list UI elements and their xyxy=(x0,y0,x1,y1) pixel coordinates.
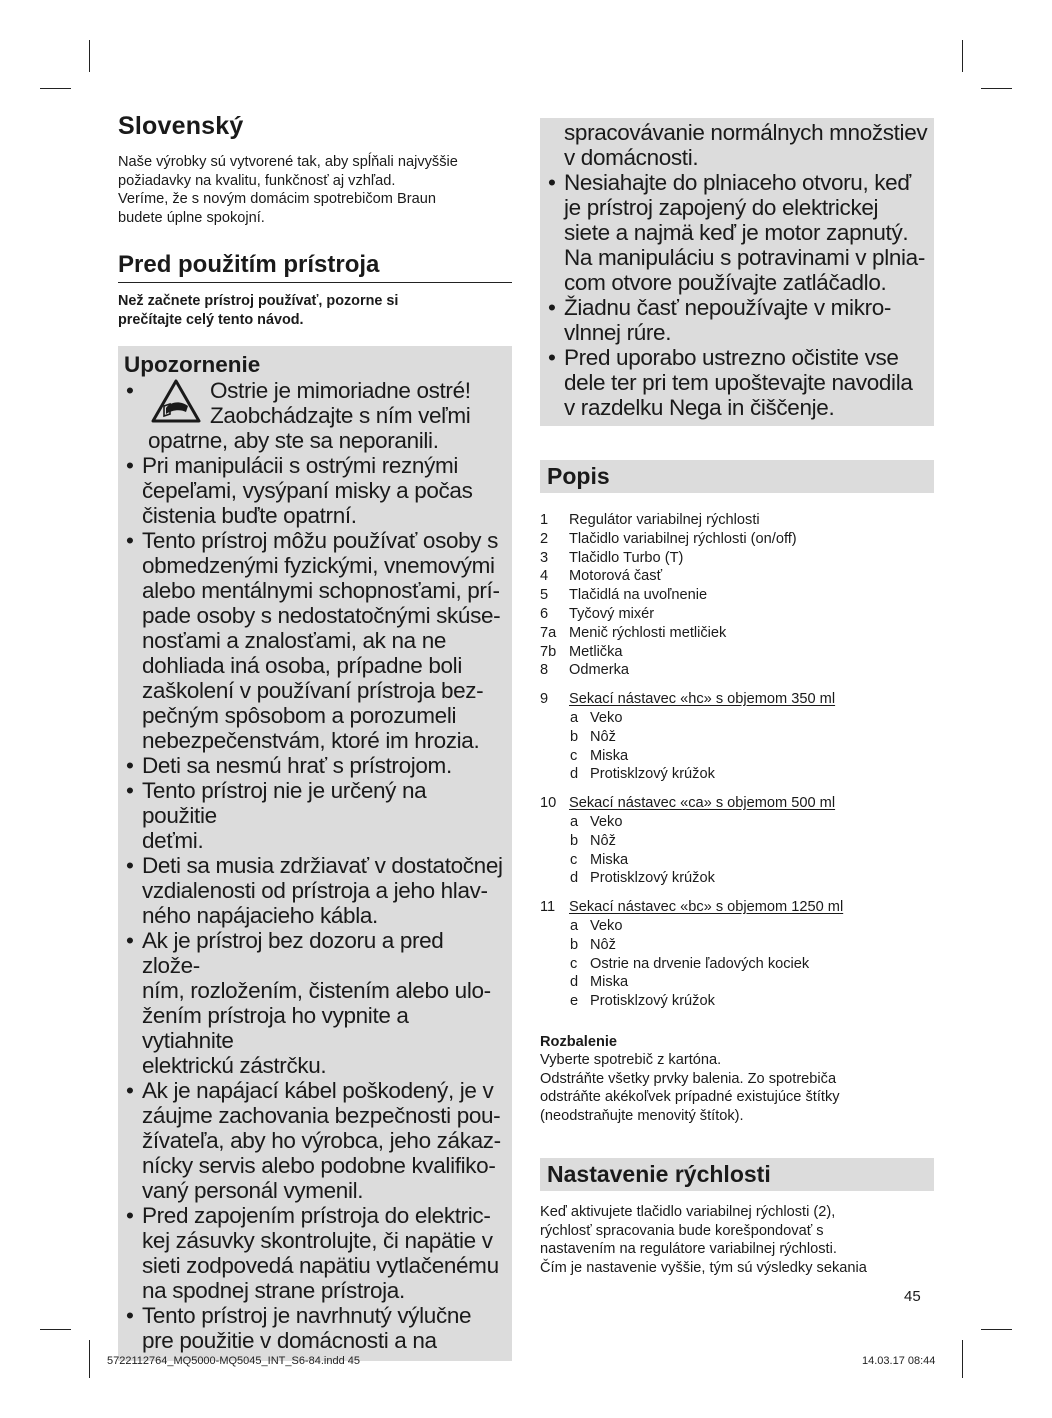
warning-bullet xyxy=(546,295,928,345)
warning-bullet-sharp xyxy=(124,378,506,453)
part-number: 10 xyxy=(540,795,557,812)
attachment-subitem xyxy=(540,765,934,784)
attachment-group xyxy=(540,898,934,917)
bullet-line: čistenia buďte opatrní. xyxy=(142,503,357,528)
warning-bullet xyxy=(546,345,928,420)
part-label: Odmerka xyxy=(569,662,630,679)
unpacking-section xyxy=(540,1033,934,1126)
page-number: 45 xyxy=(904,1288,921,1305)
crop-mark xyxy=(962,40,963,72)
subitem-label: Ostrie na drvenie ľadových kociek xyxy=(590,955,810,972)
bullet-line: Ak je napájací kábel poškodený, je v xyxy=(142,1078,494,1103)
bullet-line: nícky servis alebo podobne kvalifiko- xyxy=(142,1153,496,1178)
part-label: Tlačidlá na uvoľnenie xyxy=(569,587,708,604)
part-number: 5 xyxy=(540,587,549,604)
subitem-letter: e xyxy=(570,993,579,1010)
part-item xyxy=(540,605,934,624)
bullet-line: pade osoby s nedostatočnými skúse- xyxy=(142,603,501,628)
bullet-dot: • xyxy=(126,753,134,778)
note-line: prečítajte celý tento návod. xyxy=(118,312,304,328)
speed-line: Keď aktivujete tlačidlo variabilnej rýchlosti (2), xyxy=(540,1204,836,1221)
attachment-subitem xyxy=(540,709,934,728)
footer-date: 14.03.17 08:44 xyxy=(862,1355,936,1367)
crop-mark xyxy=(40,88,71,89)
part-item xyxy=(540,643,934,662)
attachment-subitem xyxy=(540,728,934,747)
footer-file: 5722112764_MQ5000-MQ5045_INT_S6-84.indd 45 xyxy=(107,1355,360,1367)
speed-line: nastavením na regulátore variabilnej rýchlosti. xyxy=(540,1241,837,1258)
part-item xyxy=(540,549,934,568)
speed-heading: Nastavenie rýchlosti xyxy=(540,1158,934,1191)
subitem-letter: d xyxy=(570,974,579,991)
warning-bullet xyxy=(124,1078,506,1203)
part-number: 7b xyxy=(540,643,557,660)
warning-line-text: Ostrie je mimoriadne ostré! xyxy=(210,378,471,403)
bullet-line: Deti sa musia zdržiavať v dostatočnej xyxy=(142,853,503,878)
subitem-letter: d xyxy=(570,766,579,783)
subitem-label: Protisklzový krúžok xyxy=(590,870,715,887)
bullet-line: com otvore používajte zatláčadlo. xyxy=(564,270,887,295)
continuation-line: spracovávanie normálnych množstiev xyxy=(564,120,928,145)
subitem-letter: b xyxy=(570,832,579,849)
attachment-subitem xyxy=(540,851,934,870)
bullet-line: deťmi. xyxy=(142,828,204,853)
warning-line xyxy=(124,378,506,428)
bullet-line: vzdialenosti od prístroja a jeho hlav- xyxy=(142,878,488,903)
left-column xyxy=(118,112,512,1361)
bullet-dot: • xyxy=(126,378,134,403)
part-label: Regulátor variabilnej rýchlosti xyxy=(569,512,760,528)
crop-mark xyxy=(40,1329,71,1330)
bullet-dot: • xyxy=(548,295,556,320)
part-label: Tyčový mixér xyxy=(569,605,655,622)
bullet-line: Ak je prístroj bez dozoru a pred zlože- xyxy=(142,928,444,978)
warning-box-continued xyxy=(540,118,934,426)
bullet-line: elektrickú zástrčku. xyxy=(142,1053,327,1078)
part-number: 4 xyxy=(540,568,549,585)
warning-bullet xyxy=(124,1303,506,1353)
intro-line: Naše výrobky sú vytvorené tak, aby spĺňali najvyššie xyxy=(118,154,458,170)
blade-warning-icon xyxy=(150,378,202,424)
bullet-dot: • xyxy=(126,1078,134,1103)
continuation-line: v domácnosti. xyxy=(564,145,699,170)
part-label: Menič rýchlosti metličiek xyxy=(569,624,727,641)
part-number: 8 xyxy=(540,662,549,679)
subitem-label: Nôž xyxy=(590,936,616,953)
part-label: Motorová časť xyxy=(569,568,663,585)
attachment-title: Sekací nástavec «ca» s objemom 500 ml xyxy=(569,795,836,812)
bullet-line: obmedzenými fyzickými, vnemovými xyxy=(142,553,495,578)
intro-line: Veríme, že s novým domácim spotrebičom Braun xyxy=(118,191,436,207)
read-manual-note xyxy=(118,292,512,330)
bullet-dot: • xyxy=(126,528,134,553)
subitem-label: Veko xyxy=(590,917,623,934)
intro-line: požiadavky na kvalitu, funkčnosť aj vzhľad. xyxy=(118,172,396,189)
bullet-line: pečným spôsobom a porozumeli xyxy=(142,703,457,728)
subitem-label: Miska xyxy=(590,851,629,868)
subitem-letter: a xyxy=(570,917,579,934)
attachment-group xyxy=(540,690,934,709)
part-number: 3 xyxy=(540,549,549,566)
unpacking-line: Vyberte spotrebič z kartóna. xyxy=(540,1052,722,1069)
warning-bullet xyxy=(124,1203,506,1303)
bullet-line: nebezpečenstvám, ktoré im hrozia. xyxy=(142,728,480,753)
bullet-line: vaný personál vymenil. xyxy=(142,1178,364,1203)
crop-mark xyxy=(89,40,90,72)
part-number: 9 xyxy=(540,691,549,708)
bullet-line: žením prístroja ho vypnite a vytiahnite xyxy=(142,1003,409,1053)
bullet-line: sieti zodpovedá napätiu vytlačenému xyxy=(142,1253,499,1278)
bullet-line: dele ter pri tem upoštevajte navodila xyxy=(564,370,913,395)
subitem-letter: a xyxy=(570,813,579,830)
subitem-letter: b xyxy=(570,936,579,953)
intro-paragraph xyxy=(118,153,512,227)
warning-bullet-list xyxy=(124,453,506,1353)
bullet-line: zaškolení v používaní prístroja bez- xyxy=(142,678,484,703)
subitem-label: Veko xyxy=(590,813,623,830)
subitem-letter: a xyxy=(570,709,579,726)
description-heading: Popis xyxy=(540,460,934,493)
language-heading: Slovenský xyxy=(118,112,244,140)
bullet-line: Tento prístroj môžu používať osoby s xyxy=(142,528,499,553)
warning-bullet-list-right xyxy=(546,170,928,420)
part-number: 11 xyxy=(540,899,556,916)
intro-line: budete úplne spokojní. xyxy=(118,209,265,226)
attachment-subitem xyxy=(540,992,934,1011)
bullet-line: na spodnej strane prístroja. xyxy=(142,1278,405,1303)
parts-list xyxy=(540,511,934,1011)
subitem-label: Nôž xyxy=(590,832,616,849)
attachment-subitem xyxy=(540,936,934,955)
bullet-line: alebo mentálnymi schopnosťami, prí- xyxy=(142,578,500,603)
attachment-subitem xyxy=(540,747,934,766)
subitem-letter: b xyxy=(570,728,579,745)
bullet-line: čepeľami, vysýpaní misky a počas xyxy=(142,478,473,503)
bullet-line: Pred zapojením prístroja do elektric- xyxy=(142,1203,491,1228)
subitem-letter: d xyxy=(570,870,579,887)
bullet-line: kej zásuvky skontrolujte, či napätie v xyxy=(142,1228,493,1253)
bullet-line: je prístroj zapojený do elektrickej xyxy=(564,195,879,220)
attachment-subitem xyxy=(540,955,934,974)
bullet-line: Nesiahajte do plniaceho otvoru, keď xyxy=(564,170,911,195)
bullet-line: vlnnej rúre. xyxy=(564,320,672,345)
subitem-label: Veko xyxy=(590,709,623,726)
bullet-dot: • xyxy=(126,453,134,478)
attachment-subitem xyxy=(540,832,934,851)
note-line: Než začnete prístroj používať, pozorne si xyxy=(118,293,399,309)
attachment-subitem xyxy=(540,813,934,832)
attachment-group xyxy=(540,794,934,813)
bullet-line: nosťami a znalosťami, ak na ne xyxy=(142,628,447,653)
crop-mark xyxy=(981,1329,1012,1330)
bullet-line: Na manipuláciu s potravinami v plnia- xyxy=(564,245,925,270)
bullet-dot: • xyxy=(126,853,134,878)
bullet-line: ného napájacieho kábla. xyxy=(142,903,378,928)
crop-mark xyxy=(89,1340,90,1378)
bullet-line: pre použitie v domácnosti a na xyxy=(142,1328,437,1353)
bullet-dot: • xyxy=(126,1303,134,1328)
part-item xyxy=(540,661,934,680)
unpacking-line: odstráňte akékoľvek prípadné existujúce štítky xyxy=(540,1089,840,1106)
attachment-subitem xyxy=(540,973,934,992)
part-number: 6 xyxy=(540,605,549,622)
part-item xyxy=(540,530,934,549)
unpacking-title: Rozbalenie xyxy=(540,1033,618,1050)
warning-title: Upozornenie xyxy=(124,352,261,377)
crop-mark xyxy=(981,88,1012,89)
part-item xyxy=(540,624,934,643)
part-number: 2 xyxy=(540,530,549,547)
subitem-label: Miska xyxy=(590,974,629,991)
unpacking-line: (neodstraňujte menovitý štítok). xyxy=(540,1107,744,1124)
right-column xyxy=(540,118,934,1277)
subitem-label: Miska xyxy=(590,747,629,764)
bullet-line: Tento prístroj nie je určený na použitie xyxy=(142,778,427,828)
warning-line-text: Zaobchádzajte s ním veľmi xyxy=(210,403,471,428)
speed-line: Čím je nastavenie vyššie, tým sú výsledky sekania xyxy=(540,1259,867,1276)
warning-bullet xyxy=(546,170,928,295)
bullet-line: Pri manipulácii s ostrými reznými xyxy=(142,453,459,478)
bullet-dot: • xyxy=(548,170,556,195)
warning-bullet xyxy=(124,453,506,528)
attachment-subitem xyxy=(540,869,934,888)
bullet-dot: • xyxy=(126,1203,134,1228)
warning-continuation xyxy=(546,120,928,170)
subitem-letter: c xyxy=(570,955,578,972)
bullet-line: ním, rozložením, čistením alebo ulo- xyxy=(142,978,491,1003)
part-label: Metlička xyxy=(569,643,623,660)
part-item xyxy=(540,586,934,605)
bullet-line: Deti sa nesmú hrať s prístrojom. xyxy=(142,753,452,778)
attachment-title: Sekací nástavec «hc» s objemom 350 ml xyxy=(569,691,836,708)
part-item xyxy=(540,567,934,586)
bullet-dot: • xyxy=(126,928,134,953)
part-number: 1 xyxy=(540,512,549,528)
warning-bullet xyxy=(124,778,506,853)
subitem-letter: c xyxy=(570,851,578,868)
subitem-label: Nôž xyxy=(590,728,616,745)
bullet-line: Tento prístroj je navrhnutý výlučne xyxy=(142,1303,472,1328)
bullet-line: záujme zachovania bezpečnosti pou- xyxy=(142,1103,501,1128)
warning-bullet xyxy=(124,853,506,928)
bullet-line: Pred uporabo ustrezno očistite vse xyxy=(564,345,899,370)
warning-bullet xyxy=(124,928,506,1078)
bullet-dot: • xyxy=(548,345,556,370)
bullet-line: žívateľa, aby ho výrobca, jeho zákaz- xyxy=(142,1128,501,1153)
warning-text xyxy=(210,378,471,428)
subitem-label: Protisklzový krúžok xyxy=(590,766,715,783)
bullet-line: siete a najmä keď je motor zapnutý. xyxy=(564,220,909,245)
before-use-heading: Pred použitím prístroja xyxy=(118,251,512,283)
part-label: Tlačidlo Turbo (T) xyxy=(569,549,684,566)
part-number: 7a xyxy=(540,624,557,641)
bullet-line: Žiadnu časť nepoužívajte v mikro- xyxy=(564,295,892,320)
speed-line: rýchlosť spracovania bude korešpondovať s xyxy=(540,1222,824,1239)
bullet-line: v razdelku Nega in čiščenje. xyxy=(564,395,835,420)
crop-mark xyxy=(962,1340,963,1378)
warning-box xyxy=(118,346,512,1361)
subitem-letter: c xyxy=(570,747,578,764)
speed-paragraph xyxy=(540,1203,934,1277)
warning-bullet xyxy=(124,753,506,778)
subitem-label: Protisklzový krúžok xyxy=(590,993,715,1010)
unpacking-line: Odstráňte všetky prvky balenia. Zo spotrebiča xyxy=(540,1070,837,1087)
bullet-dot: • xyxy=(126,778,134,803)
attachment-title: Sekací nástavec «bc» s objemom 1250 ml xyxy=(569,899,844,916)
bullet-line: dohliada iná osoba, prípadne boli xyxy=(142,653,462,678)
warning-line-text: opatrne, aby ste sa neporanili. xyxy=(148,428,439,453)
warning-bullet xyxy=(124,528,506,753)
part-label: Tlačidlo variabilnej rýchlosti (on/off) xyxy=(569,530,797,547)
part-item xyxy=(540,511,934,530)
attachment-subitem xyxy=(540,917,934,936)
